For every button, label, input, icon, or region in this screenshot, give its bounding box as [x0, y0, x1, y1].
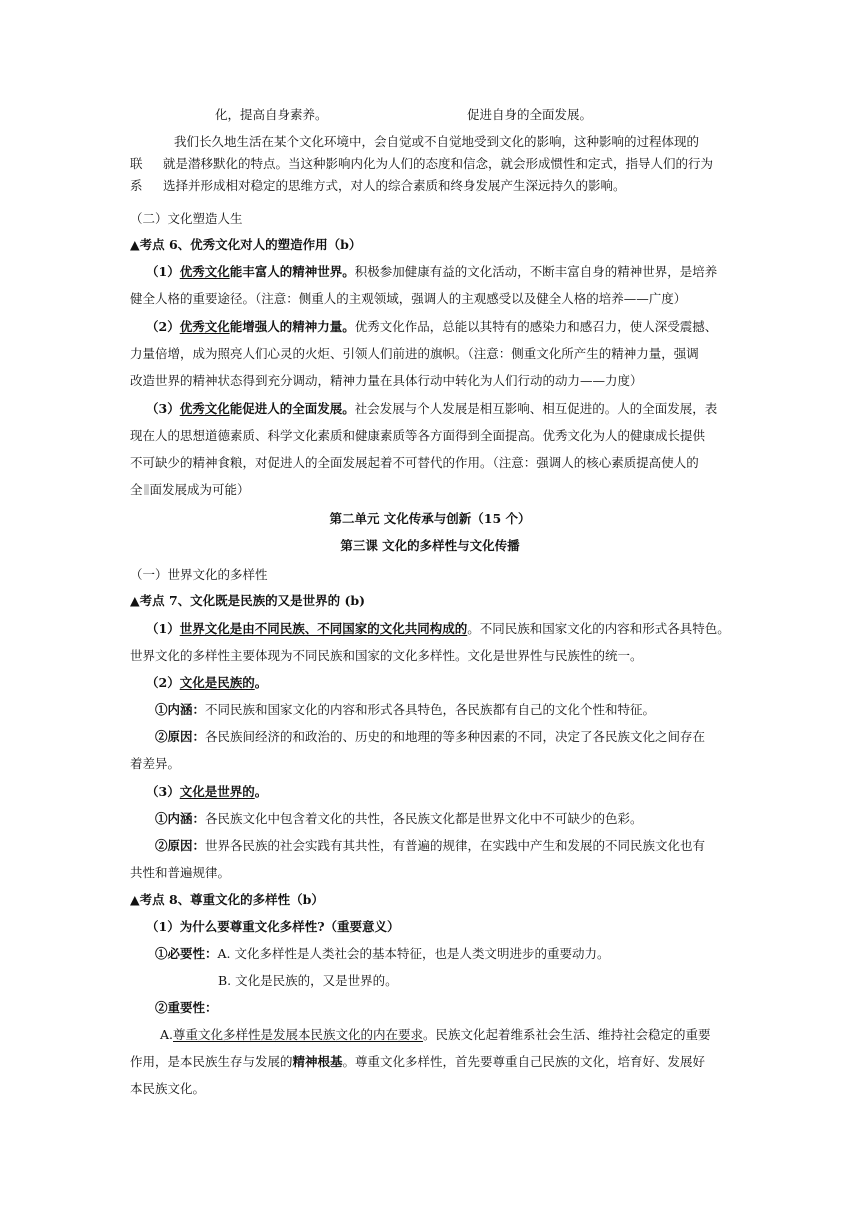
body-text: 社会发展与个人发展是相互影响、相互促进的。人的全面发展，表	[354, 401, 718, 416]
item-number: （1）	[146, 264, 180, 279]
paragraph-line: B. 文化是民族的，又是世界的。	[218, 973, 398, 988]
body-text: 积极参加健康有益的文化活动，不断丰富自身的精神世界，是培养	[354, 264, 718, 279]
body-text: 面发展成为可能）	[149, 482, 250, 497]
key-term: 优秀文化	[179, 264, 230, 279]
paragraph-line	[155, 945, 610, 963]
body-text: 。民族文化起着维系社会生活、维持社会稳定的重要	[423, 1027, 711, 1042]
paragraph-line	[146, 400, 717, 418]
paragraph-line	[130, 1053, 705, 1071]
paragraph-line: 力量倍增，成为照亮人们心灵的火炬、引领人们前进的旗帜。（注意：侧重文化所产生的精神力量，强调	[130, 346, 699, 361]
kaodian-7-title: ▲考点 7、文化既是民族的又是世界的 (b)	[130, 593, 366, 608]
lianxi-label-1: 联	[130, 156, 143, 171]
section-heading: （一）世界文化的多样性	[130, 567, 268, 582]
paragraph-line: 改造世界的精神状态得到充分调动，精神力量在具体行动中转化为人们行动的动力——力度）	[130, 373, 643, 388]
paragraph-line	[155, 701, 655, 719]
paragraph-line	[146, 783, 267, 801]
paragraph-line: 世界文化的多样性主要体现为不同民族和国家的文化多样性。文化是世界性与民族性的统一。	[130, 648, 643, 663]
key-term: 文化是民族的	[179, 675, 255, 690]
paragraph-line: 共性和普遍规律。	[130, 865, 231, 880]
lianxi-line-3: 选择并形成相对稳定的思维方式，对人的综合素质和终身发展产生深远持久的影响。	[163, 178, 626, 193]
paragraph-line	[160, 1026, 711, 1044]
key-term: 尊重文化多样性是发展本民族文化的内在要求	[173, 1027, 424, 1042]
key-phrase: 能增强人的精神力量。	[229, 319, 355, 334]
paragraph-line: 着差异。	[130, 756, 181, 771]
question-heading: （1）为什么要尊重文化多样性?（重要意义）	[146, 919, 400, 934]
paragraph-line: 健全人格的重要途径。（注意：侧重人的主观领域，强调人的主观感受以及健全人格的培养——广度）	[130, 291, 687, 306]
text-artifact	[144, 484, 149, 495]
paragraph-line	[155, 810, 643, 828]
paragraph-line: 不可缺少的精神食粮，对促进人的全面发展起着不可替代的作用。（注意：强调人的核心素质提高使人的	[130, 455, 699, 470]
key-term: 优秀文化	[179, 401, 230, 416]
body-text: 全	[130, 482, 143, 497]
body-text: 各民族文化中包含着文化的共性，各民族文化都是世界文化中不可缺少的色彩。	[205, 811, 643, 826]
continued-text-left: 化，提高自身素养。	[215, 107, 328, 122]
paragraph-line	[146, 263, 717, 281]
body-text: A. 文化多样性是人类社会的基本特征，也是人类文明进步的重要动力。	[217, 946, 610, 961]
kaodian-6-title: ▲考点 6、优秀文化对人的塑造作用（b）	[130, 237, 362, 252]
paragraph-line	[146, 318, 717, 336]
paragraph-line: 本民族文化。	[130, 1081, 206, 1096]
key-term: 文化是世界的	[179, 784, 255, 799]
point-label: ②原因：	[155, 729, 206, 744]
item-number: （3）	[146, 401, 180, 416]
kaodian-8-title: ▲考点 8、尊重文化的多样性（b）	[130, 892, 324, 907]
paragraph-line	[155, 728, 705, 746]
paragraph-line	[155, 837, 705, 855]
key-phrase: 能丰富人的精神世界。	[229, 264, 355, 279]
point-label: ②重要性：	[155, 1000, 218, 1015]
item-number: （2）	[146, 675, 180, 690]
body-text: 。不同民族和国家文化的内容和形式各具特色。	[467, 621, 730, 636]
punctuation: 。	[254, 675, 268, 690]
point-label: ①必要性：	[155, 946, 218, 961]
item-number: （1）	[146, 621, 180, 636]
body-text: 不同民族和国家文化的内容和形式各具特色，各民族都有自己的文化个性和特征。	[205, 702, 656, 717]
paragraph-line	[146, 674, 267, 692]
lianxi-line-1: 我们长久地生活在某个文化环境中，会自觉或不自觉地受到文化的影响，这种影响的过程体现的	[174, 134, 700, 149]
lesson-title: 第三课 文化的多样性与文化传播	[340, 538, 520, 553]
point-label: ②原因：	[155, 838, 206, 853]
body-text: 世界各民族的社会实践有其共性，有普遍的规律，在实践中产生和发展的不同民族文化也有	[205, 838, 706, 853]
body-text: 优秀文化作品，总能以其特有的感染力和感召力，使人深受震撼、	[354, 319, 718, 334]
paragraph-line: 现在人的思想道德素质、科学文化素质和健康素质等各方面得到全面提高。优秀文化为人的健康成长提供	[130, 428, 706, 443]
body-text: 。尊重文化多样性，首先要尊重自己民族的文化，培育好、发展好	[342, 1054, 706, 1069]
body-text: A.	[160, 1027, 174, 1042]
punctuation: 。	[254, 784, 268, 799]
section-heading: （二）文化塑造人生	[130, 211, 243, 226]
body-text: 作用，是本民族生存与发展的	[130, 1054, 293, 1069]
item-number: （2）	[146, 319, 180, 334]
key-phrase: 能促进人的全面发展。	[229, 401, 355, 416]
item-number: （3）	[146, 784, 180, 799]
continued-text-right: 促进自身的全面发展。	[467, 107, 593, 122]
paragraph-line	[146, 620, 730, 638]
unit-title: 第二单元 文化传承与创新（15 个）	[329, 511, 531, 526]
key-term: 世界文化是由不同民族、不同国家的文化共同构成的	[179, 621, 468, 636]
lianxi-line-2: 就是潜移默化的特点。当这种影响内化为人们的态度和信念，就会形成惯性和定式，指导人们的行为	[163, 156, 714, 171]
point-label: ①内涵：	[155, 811, 206, 826]
paragraph-line	[130, 481, 250, 499]
key-phrase: 精神根基	[292, 1054, 343, 1069]
body-text: 各民族间经济的和政治的、历史的和地理的等多种因素的不同，决定了各民族文化之间存在	[205, 729, 706, 744]
lianxi-label-2: 系	[130, 178, 143, 193]
key-term: 优秀文化	[179, 319, 230, 334]
point-label: ①内涵：	[155, 702, 206, 717]
